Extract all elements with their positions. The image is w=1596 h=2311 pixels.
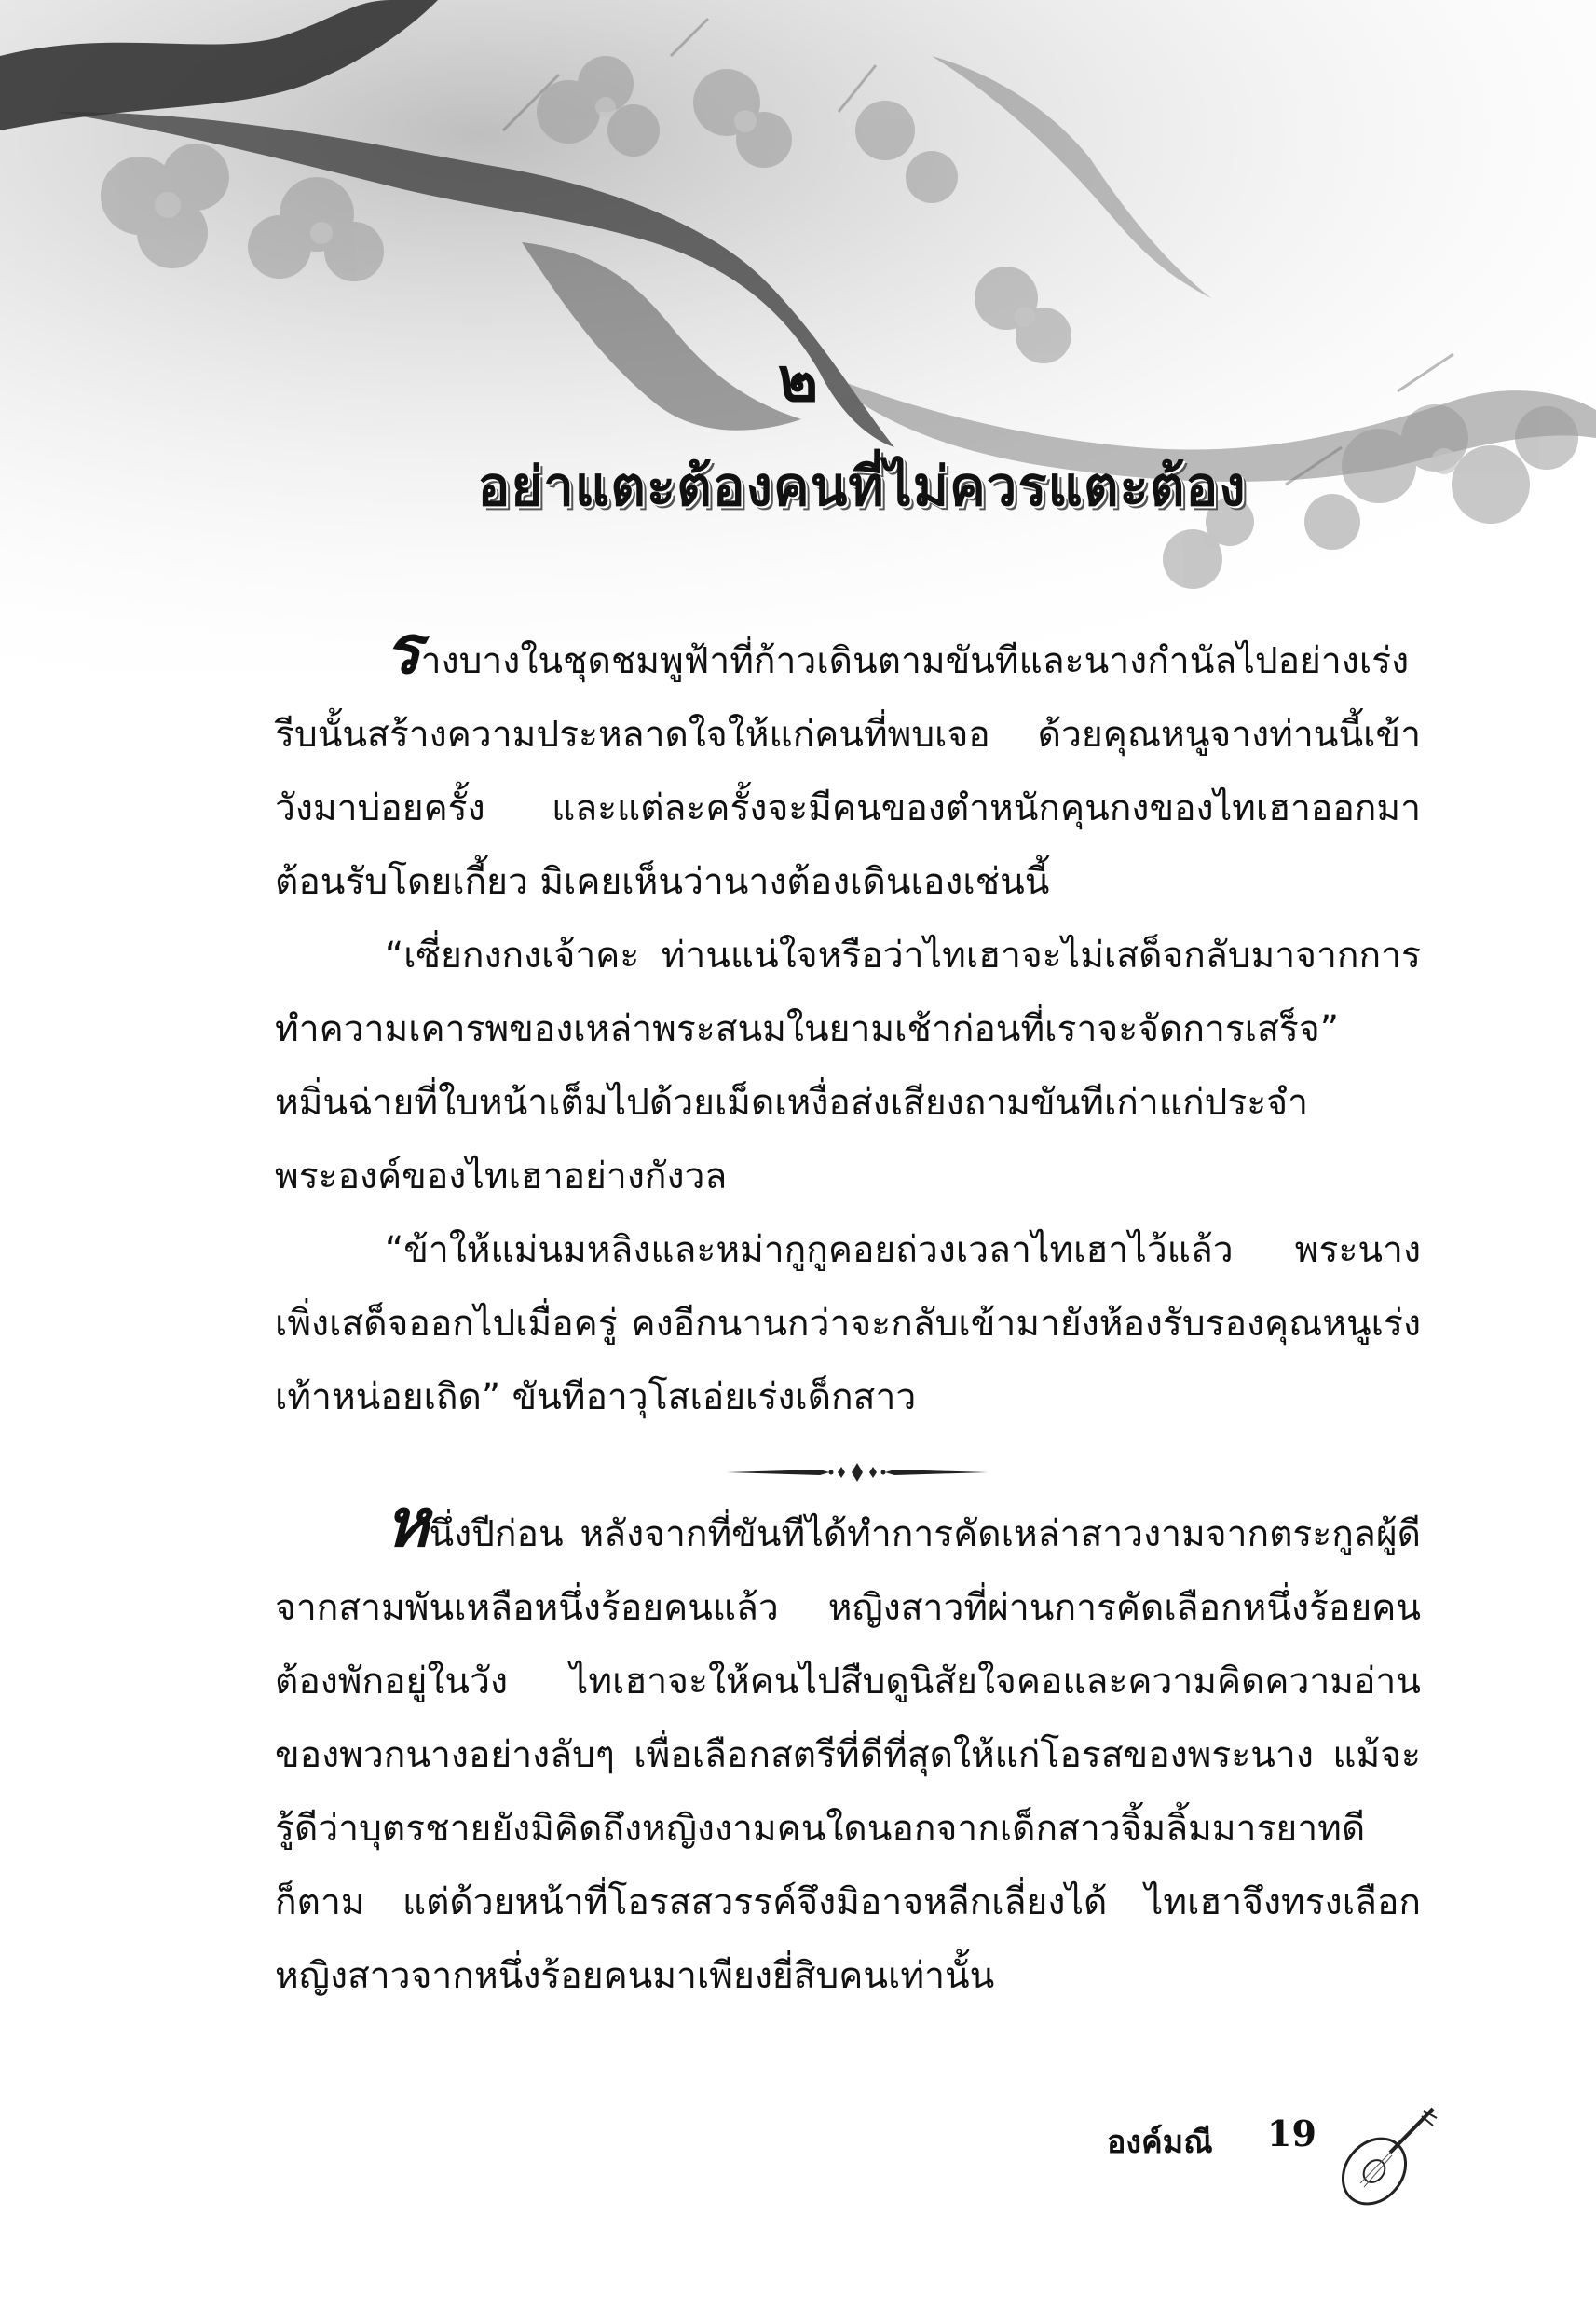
paragraph	[275, 1483, 1421, 2013]
pipa-lute-icon	[1332, 2101, 1444, 2213]
chapter-title: อย่าแตะต้องคนที่ไม่ควรแตะต้อง	[477, 455, 1247, 518]
paragraph	[275, 609, 1421, 919]
paragraph-text: ่างบางในชุดชมพูฟ้าที่ก้าวเดินตามขันทีและนางกำนัลไปอย่างเร่งรีบนั้นสร้างความประหลาดใจให้แก่คนที่พบเจอ ด้วยคุณหนูจางท่านนี้เข้าวังมาบ่อยครั้ง และแต่ละครั้งจะมีคนของตำหนักคุนกงของไทเฮาออกมาต้อนรับโดยเกี้ยว มิเคยเห็นว่านางต้องเดินเองเช่นนี้	[275, 640, 1421, 903]
drop-cap: ร	[385, 609, 421, 689]
chapter-number: ๒	[777, 343, 819, 416]
footer-author: องค์มณี	[1107, 2124, 1213, 2161]
paragraph: “เซี่ยกงกงเจ้าคะ ท่านแน่ใจหรือว่าไทเฮาจะไม่เสด็จกลับมาจากการทำความเคารพของเหล่าพระสนมในยามเช้าก่อนที่เราจะจัดการเสร็จ” หมิ่นฉ่ายที่ใบหน้าเต็มไปด้วยเม็ดเหงื่อส่งเสียงถามขันทีเก่าแก่ประจำพระองค์ของไทเฮาอย่างกังวล	[275, 935, 1421, 1197]
paragraph-text: นึ่งปีก่อน หลังจากที่ขันทีได้ทำการคัดเหล่าสาวงามจากตระกูลผู้ดีจากสามพันเหลือหนึ่งร้อยคนแล้ว หญิงสาวที่ผ่านการคัดเลือกหนึ่งร้อยคนต้องพักอยู่ในวัง ไทเฮาจะให้คนไปสืบดูนิสัยใจคอและความคิดความอ่านของพวกนางอย่างลับๆ เพื่อเลือกสตรีที่ดีที่สุดให้แก่โอรสของพระนาง แม้จะรู้ดีว่าบุตรชายยังมิคิดถึงหญิงงามคนใดนอกจากเด็กสาวจิ้มลิ้มมารยาทดีก็ตาม แต่ด้วยหน้าที่โอรสสวรรค์จึงมิอาจหลีกเลี่ยงได้ ไทเฮาจึงทรงเลือกหญิงสาวจากหนึ่งร้อยคนมาเพียงยี่สิบคนเท่านั้น	[275, 1513, 1421, 1997]
section-2	[275, 1483, 1421, 2013]
paragraph: “ข้าให้แม่นมหลิงและหม่ากูกูคอยถ่วงเวลาไทเฮาไว้แล้ว พระนางเพิ่งเสด็จออกไปเมื่อครู่ คงอีกนานกว่าจะกลับเข้ามายังห้องรับรองคุณหนูเร่งเท้าหน่อยเถิด” ขันทีอาวุโสเอ่ยเร่งเด็กสาว	[275, 1229, 1421, 1418]
ornamental-divider-icon	[717, 1458, 997, 1486]
drop-cap: ห	[385, 1483, 430, 1562]
page-footer	[1099, 2101, 1509, 2195]
page-number: 19	[1267, 2113, 1316, 2154]
section-1	[275, 609, 1421, 1434]
